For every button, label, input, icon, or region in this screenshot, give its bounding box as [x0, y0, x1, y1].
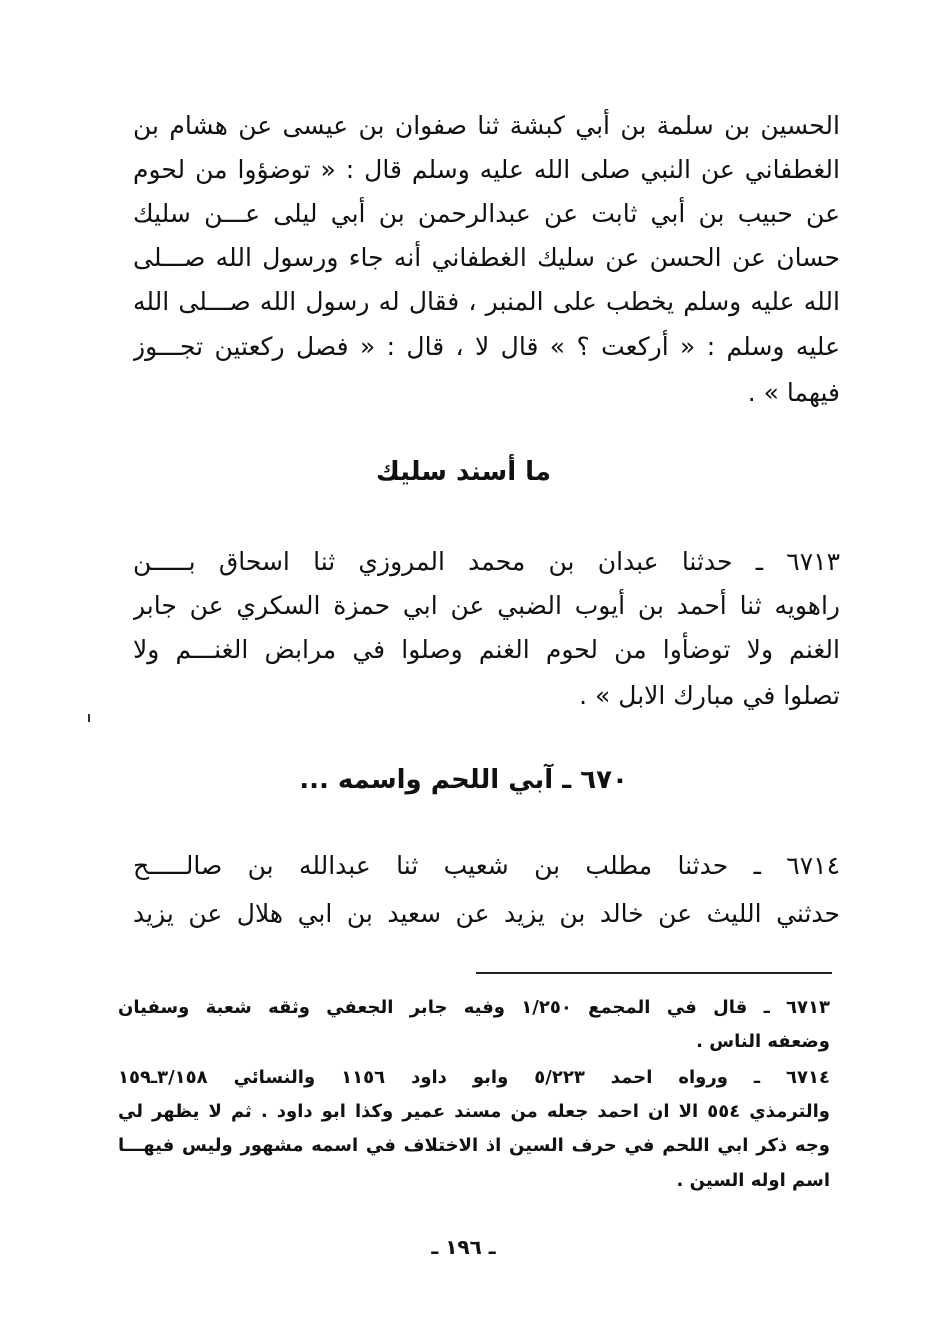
- body-line: حدثني الليث عن خالد بن يزيد عن سعيد بن ابي هلال عن يزيد: [133, 899, 840, 928]
- body-line: ٦٧١٣ ـ حدثنا عبدان بن محمد المروزي ثنا اسحاق بـــــن: [133, 547, 840, 576]
- body-line: حسان عن الحسن عن سليك الغطفاني أنه جاء ورسول الله صـــلى: [133, 243, 840, 272]
- footnote-line: والترمذي ٥٥٤ الا ان احمد جعله من مسند عمير وكذا ابو داود . ثم لا يظهر لي: [118, 1101, 830, 1122]
- body-line: ٦٧١٤ ـ حدثنا مطلب بن شعيب ثنا عبدالله بن صالـــــح: [133, 851, 840, 880]
- section-heading: ما أسند سليك: [375, 457, 552, 487]
- footnote-rule: [476, 972, 832, 974]
- page-number: ـ ١٩٦ ـ: [431, 1235, 496, 1259]
- footnote-line: اسم اوله السين .: [676, 1170, 830, 1191]
- body-line: الغنم ولا توضأوا من لحوم الغنم وصلوا في مرابض الغنـــم ولا: [133, 635, 840, 664]
- body-line: الغطفاني عن النبي صلى الله عليه وسلم قال : « توضؤوا من لحوم: [133, 155, 840, 184]
- body-line: الله عليه وسلم يخطب على المنبر ، فقال له رسول الله صـــلى الله: [133, 287, 840, 316]
- body-line: عن حبيب بن أبي ثابت عن عبدالرحمن بن أبي ليلى عـــن سليك: [133, 199, 840, 228]
- body-line: الحسين بن سلمة بن أبي كبشة ثنا صفوان بن عيسى عن هشام بن: [133, 111, 840, 140]
- body-line: تصلوا في مبارك الابل » .: [579, 681, 840, 710]
- footnote-line: ٦٧١٤ ـ ورواه احمد ٥/٢٢٣ وابو داود ١١٥٦ والنسائي ٣/١٥٨ـ١٥٩: [118, 1067, 830, 1088]
- footnote-line: وجه ذكر ابي اللحم في حرف السين اذ الاختلاف في اسمه مشهور وليس فيهـــا: [118, 1135, 830, 1156]
- footnote-line: وضعفه الناس .: [696, 1031, 830, 1052]
- body-line: فيهما » .: [747, 378, 840, 407]
- chapter-heading: ٦٧٠ ـ آبي اللحم واسمه ...: [299, 765, 628, 795]
- body-line: عليه وسلم : « أركعت ؟ » قال لا ، قال : « فصل ركعتين تجـــوز: [133, 332, 840, 361]
- body-line: راهويه ثنا أحمد بن أيوب الضبي عن ابي حمزة السكري عن جابر: [133, 591, 840, 620]
- footnote-line: ٦٧١٣ ـ قال في المجمع ١/٢٥٠ وفيه جابر الجعفي وثقه شعبة وسفيان: [118, 997, 830, 1018]
- margin-mark: [88, 714, 90, 722]
